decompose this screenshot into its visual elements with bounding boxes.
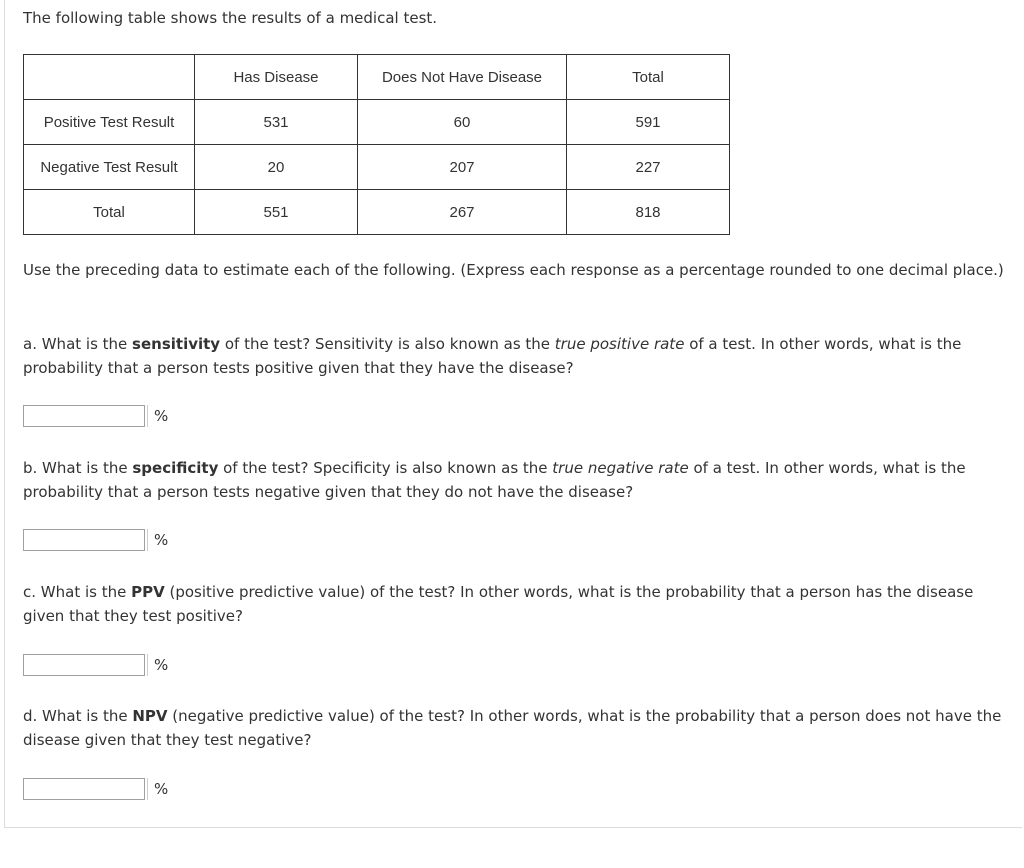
row-label-negative: Negative Test Result [24,145,195,190]
intro-text: The following table shows the results of a medical test. [23,9,438,27]
question-c-term: PPV [131,583,165,601]
cell-negative-no-disease: 207 [358,145,567,190]
table-header-total: Total [567,55,730,100]
row-label-total: Total [24,190,195,235]
question-d-prefix: d. What is the [23,707,133,725]
question-b-emphasis: true negative rate [552,459,689,477]
answer-d-unit: % [147,778,173,800]
cell-negative-total: 227 [567,145,730,190]
table-row-negative [24,145,730,190]
question-d-rest: (negative predictive value) of the test? In other words, what is the probability that a person does not have the disease given that they test negative? [23,707,1002,749]
question-b-term: specificity [132,459,219,477]
question-a-term: sensitivity [132,335,221,353]
answer-a-input[interactable] [23,405,145,427]
cell-negative-has-disease: 20 [195,145,358,190]
table-header-has-disease: Has Disease [195,55,358,100]
question-b-prefix: b. What is the [23,459,133,477]
results-table [23,54,730,235]
question-a-rest: of a test. In other words, what is the probability that a person tests positive given that they have the disease? [23,335,962,377]
answer-b-unit: % [147,529,173,551]
question-a [23,332,1008,380]
answer-d-input[interactable] [23,778,145,800]
row-label-positive: Positive Test Result [24,100,195,145]
question-b-mid: of the test? Specificity is also known as the [218,459,553,477]
question-a-emphasis: true positive rate [554,335,685,353]
cell-positive-total: 591 [567,100,730,145]
table-row-positive [24,100,730,145]
answer-b-group [23,529,173,551]
cell-total-total: 818 [567,190,730,235]
table-header-corner [24,55,195,100]
table-header-no-disease: Does Not Have Disease [358,55,567,100]
question-b-rest: of a test. In other words, what is the probability that a person tests negative given that they do not have the disease? [23,459,966,501]
question-d [23,704,1008,752]
cell-total-has-disease: 551 [195,190,358,235]
table-header-row [24,55,730,100]
table-row-total [24,190,730,235]
question-a-mid: of the test? Sensitivity is also known as the [220,335,555,353]
cell-positive-no-disease: 60 [358,100,567,145]
question-c-prefix: c. What is the [23,583,132,601]
answer-b-input[interactable] [23,529,145,551]
instructions-text: Use the preceding data to estimate each of the following. (Express each response as a percentage rounded to one decimal place.) [23,261,1004,279]
answer-a-group [23,405,173,427]
answer-c-group [23,654,173,676]
question-a-prefix: a. What is the [23,335,133,353]
answer-d-group [23,778,173,800]
question-b [23,456,1008,504]
cell-positive-has-disease: 531 [195,100,358,145]
answer-c-unit: % [147,654,173,676]
answer-a-unit: % [147,405,173,427]
answer-c-input[interactable] [23,654,145,676]
question-d-term: NPV [132,707,168,725]
question-c-rest: (positive predictive value) of the test? In other words, what is the probability that a person has the disease given that they test positive? [23,583,974,625]
question-c [23,580,1008,628]
cell-total-no-disease: 267 [358,190,567,235]
